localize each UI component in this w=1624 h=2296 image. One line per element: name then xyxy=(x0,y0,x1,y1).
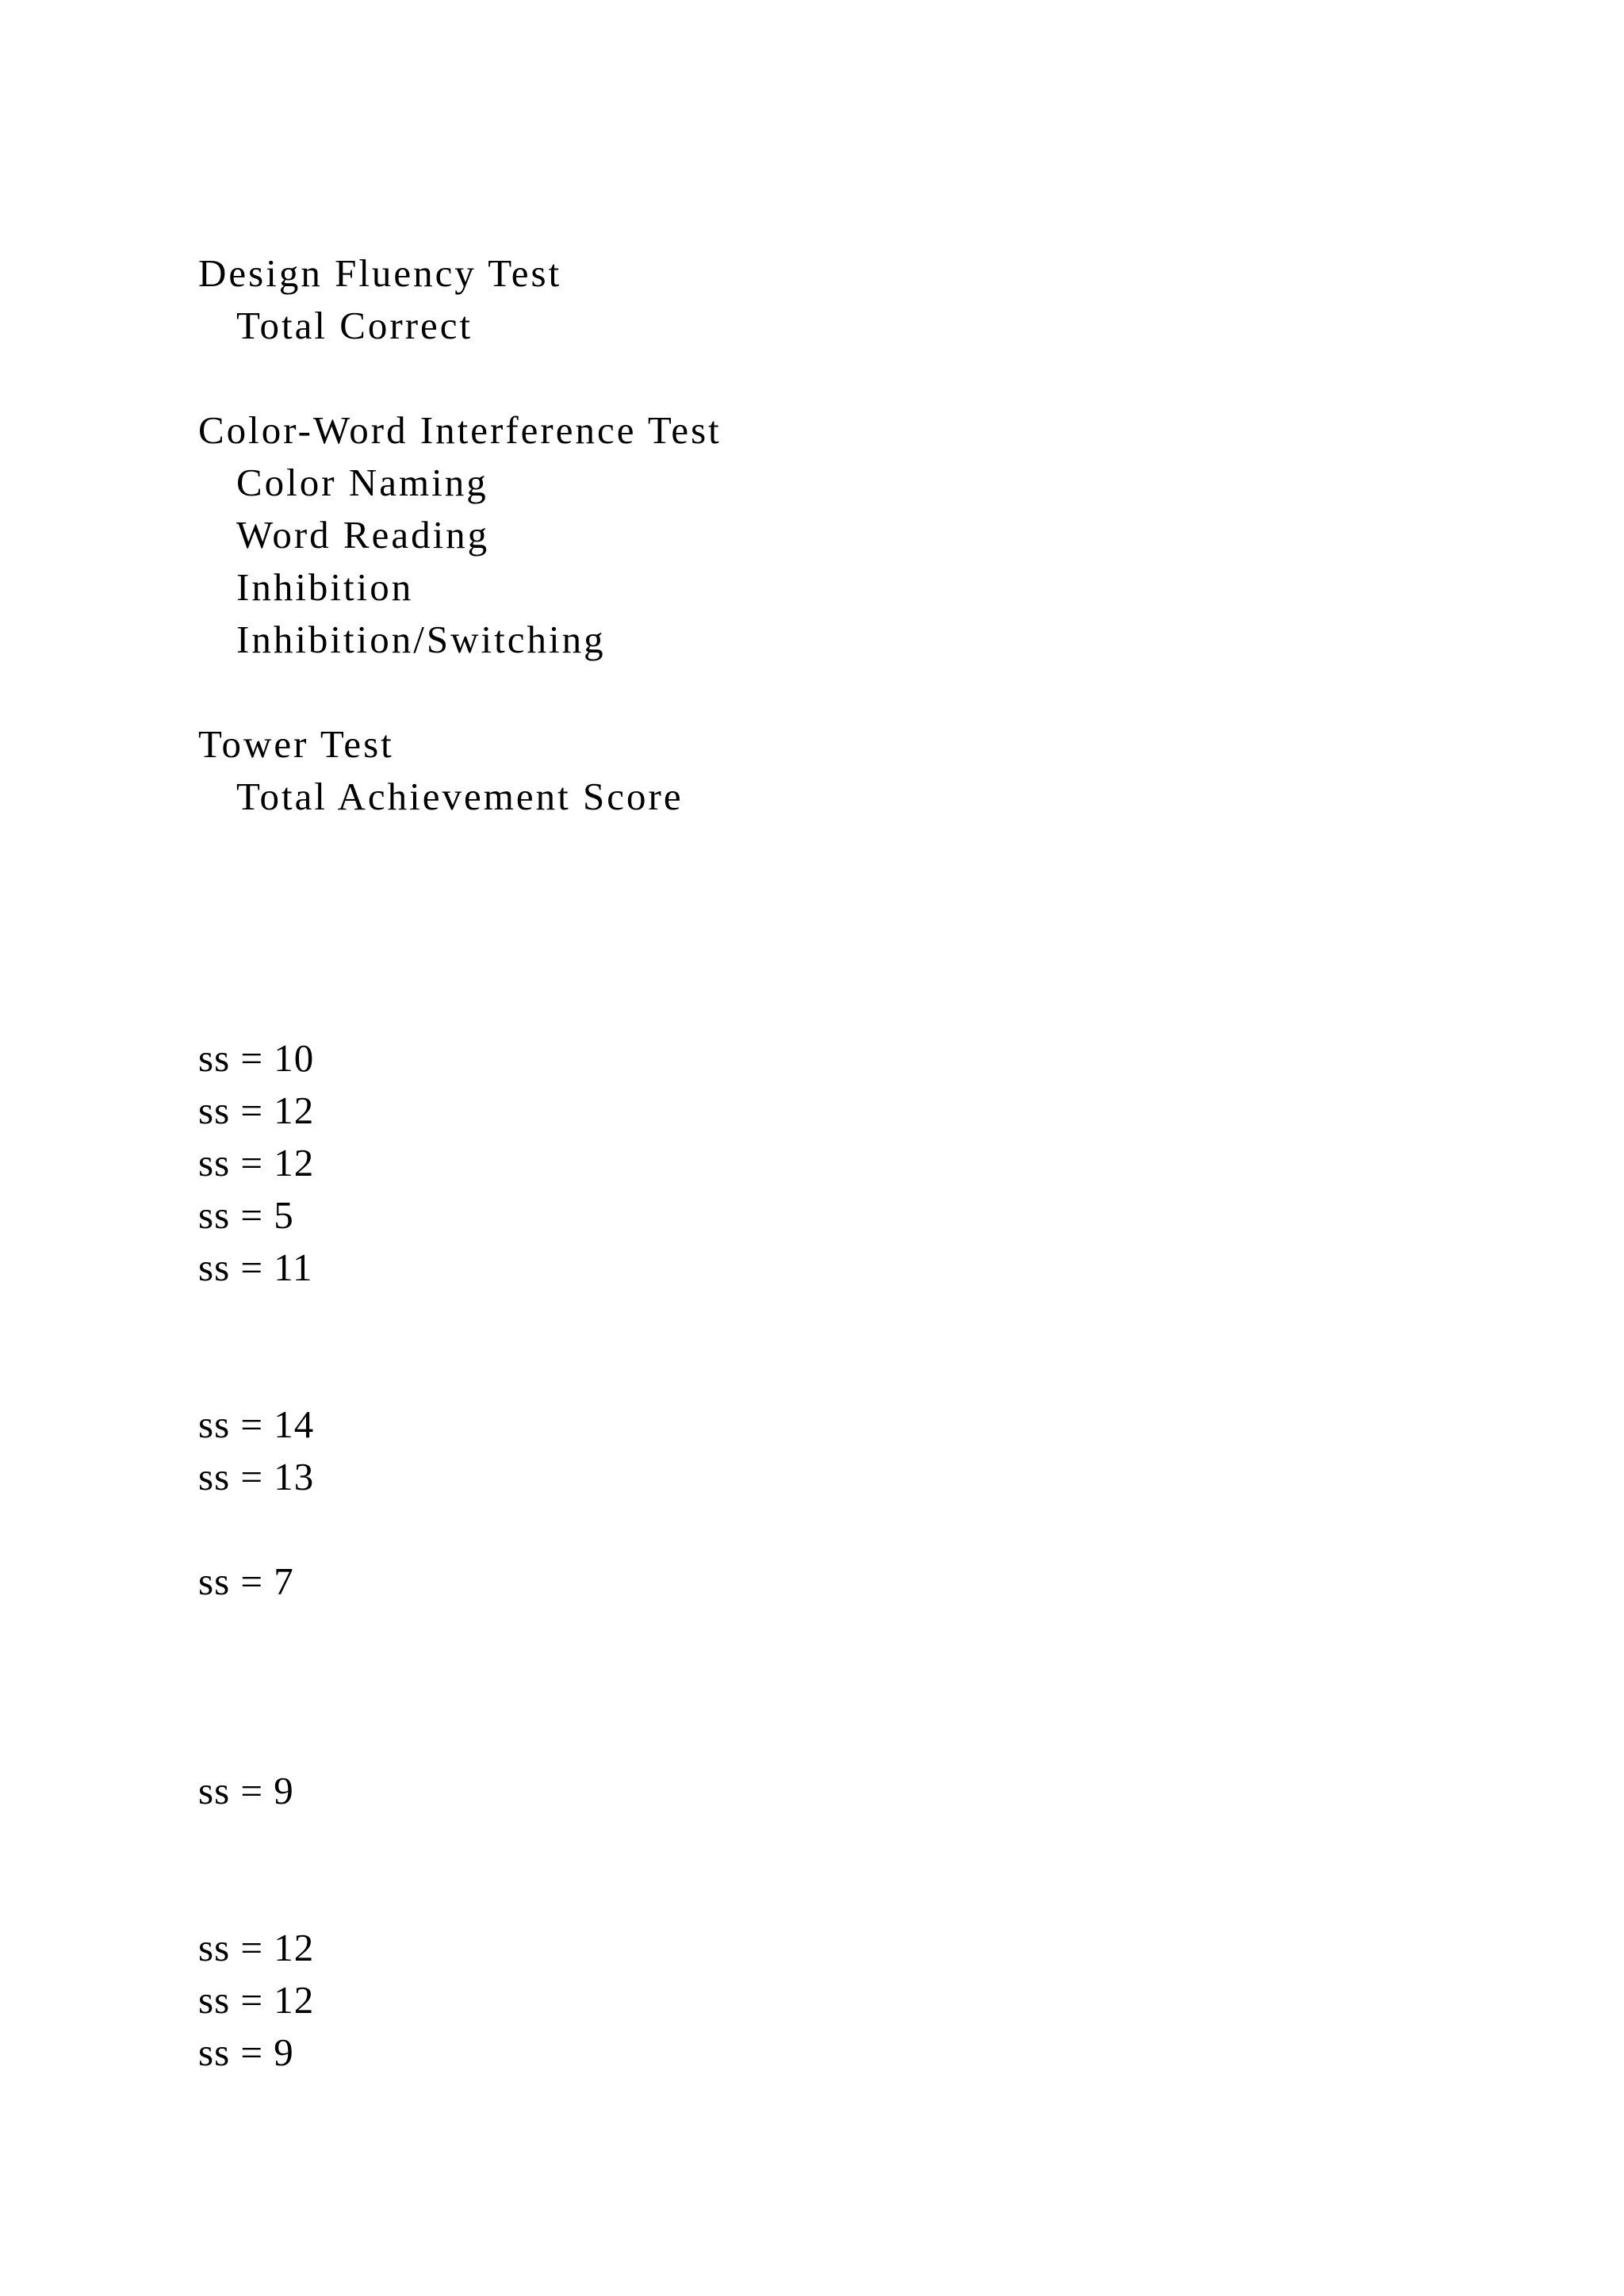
score-line: ss = 13 xyxy=(198,1455,315,1498)
section-title-design-fluency: Design Fluency Test xyxy=(198,251,562,295)
score-line: ss = 14 xyxy=(198,1402,315,1446)
score-line: ss = 9 xyxy=(198,2030,294,2074)
score-line: ss = 5 xyxy=(198,1193,294,1237)
score-line: ss = 12 xyxy=(198,1978,315,2022)
score-line: ss = 7 xyxy=(198,1559,294,1603)
score-line: ss = 12 xyxy=(198,1089,315,1132)
score-line: ss = 9 xyxy=(198,1769,294,1812)
section-title-color-word-interference: Color-Word Interference Test xyxy=(198,408,722,452)
item-inhibition-switching: Inhibition/Switching xyxy=(236,618,606,661)
score-line: ss = 10 xyxy=(198,1036,315,1080)
score-line: ss = 11 xyxy=(198,1246,313,1289)
item-total-correct: Total Correct xyxy=(236,304,473,347)
section-title-tower-test: Tower Test xyxy=(198,722,394,766)
item-word-reading: Word Reading xyxy=(236,513,490,557)
item-total-achievement-score: Total Achievement Score xyxy=(236,775,684,818)
score-line: ss = 12 xyxy=(198,1141,315,1184)
item-inhibition: Inhibition xyxy=(236,565,414,609)
score-line: ss = 12 xyxy=(198,1926,315,1969)
item-color-naming: Color Naming xyxy=(236,461,488,504)
